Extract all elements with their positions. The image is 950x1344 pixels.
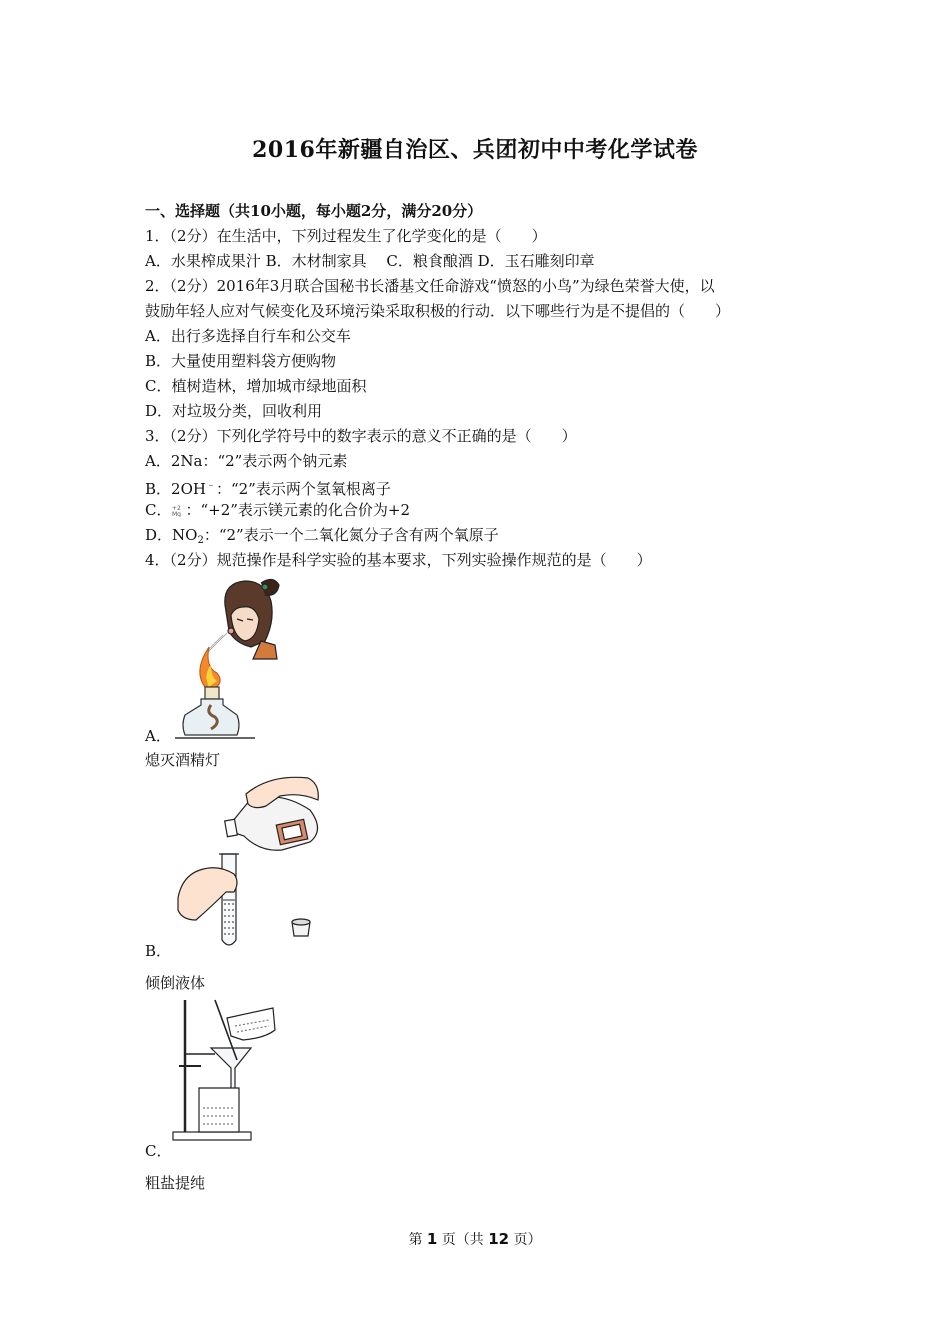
q4-option-b-caption: 倾倒液体 <box>145 974 206 992</box>
q2-option-d: D．对垃圾分类，回收利用 <box>145 402 323 420</box>
q3-b-charge: ﹣ <box>205 480 216 491</box>
q2-stem-line2: 鼓励年轻人应对气候变化及环境污染采取积极的行动．以下哪些行为是不提倡的（ ） <box>145 302 731 320</box>
svg-text:Mg: Mg <box>172 511 182 517</box>
blowing-alcohol-lamp-illustration <box>165 575 290 743</box>
footer-page-number: 1 <box>426 1230 438 1248</box>
q2-stem-line1: 2．（2分）2016年3月联合国秘书长潘基文任命游戏“愤怒的小鸟”为绿色荣誉大使，以 <box>145 277 715 295</box>
q3-c-text: ：“+2”表示镁元素的化合价为+2 <box>185 501 411 519</box>
q4-option-b-label: B． <box>145 942 172 960</box>
section-heading: 一、选择题（共10小题，每小题2分，满分20分） <box>145 202 483 220</box>
q2-option-b: B．大量使用塑料袋方便购物 <box>145 352 337 370</box>
q3-b-formula: B．2OH <box>145 480 206 498</box>
footer-mid: 页（共 <box>441 1232 484 1248</box>
pouring-liquid-illustration <box>170 770 335 950</box>
q3-option-d <box>145 525 499 551</box>
q3-b-text: ：“2”表示两个氢氧根离子 <box>215 480 391 498</box>
q1-options: A．水果榨成果汁 B．木材制家具 C．粮食酿酒 D．玉石雕刻印章 <box>145 252 595 270</box>
q1-stem: 1．（2分）在生活中，下列过程发生了化学变化的是（ ） <box>145 227 547 245</box>
footer-post: 页） <box>513 1232 542 1248</box>
footer-pre: 第 <box>408 1232 423 1248</box>
q3-d-text: ：“2”表示一个二氧化氮分子含有两个氧原子 <box>203 526 499 544</box>
q2-option-c: C．植树造林，增加城市绿地面积 <box>145 377 367 395</box>
q4-option-c-label: C． <box>145 1142 172 1160</box>
q3-c-label: C． <box>145 501 172 519</box>
alcohol-lamp <box>175 687 255 738</box>
q4-option-a-label: A． <box>145 727 171 745</box>
mg-valence-symbol-icon <box>171 503 185 517</box>
q3-option-b <box>145 476 391 499</box>
footer-total-pages: 12 <box>488 1230 510 1248</box>
q3-option-a: A．2Na：“2”表示两个钠元素 <box>145 452 348 470</box>
q4-option-a-caption: 熄灭酒精灯 <box>145 751 221 769</box>
q4-option-c-caption: 粗盐提纯 <box>145 1174 206 1192</box>
q3-option-c <box>145 500 410 520</box>
q3-d-subscript: 2 <box>197 535 204 546</box>
q2-option-a: A．出行多选择自行车和公交车 <box>145 327 351 345</box>
page-title: 2016年新疆自治区、兵团初中中考化学试卷 <box>252 137 698 163</box>
q3-d-formula: D．NO <box>145 526 198 544</box>
q3-stem: 3．（2分）下列化学符号中的数字表示的意义不正确的是（ ） <box>145 427 577 445</box>
girl-figure <box>225 579 279 659</box>
filtration-apparatus-illustration <box>165 996 280 1146</box>
svg-text:+2: +2 <box>172 505 182 512</box>
q4-stem: 4．（2分）规范操作是科学实验的基本要求，下列实验操作规范的是（ ） <box>145 551 652 569</box>
page-footer <box>0 1229 950 1249</box>
